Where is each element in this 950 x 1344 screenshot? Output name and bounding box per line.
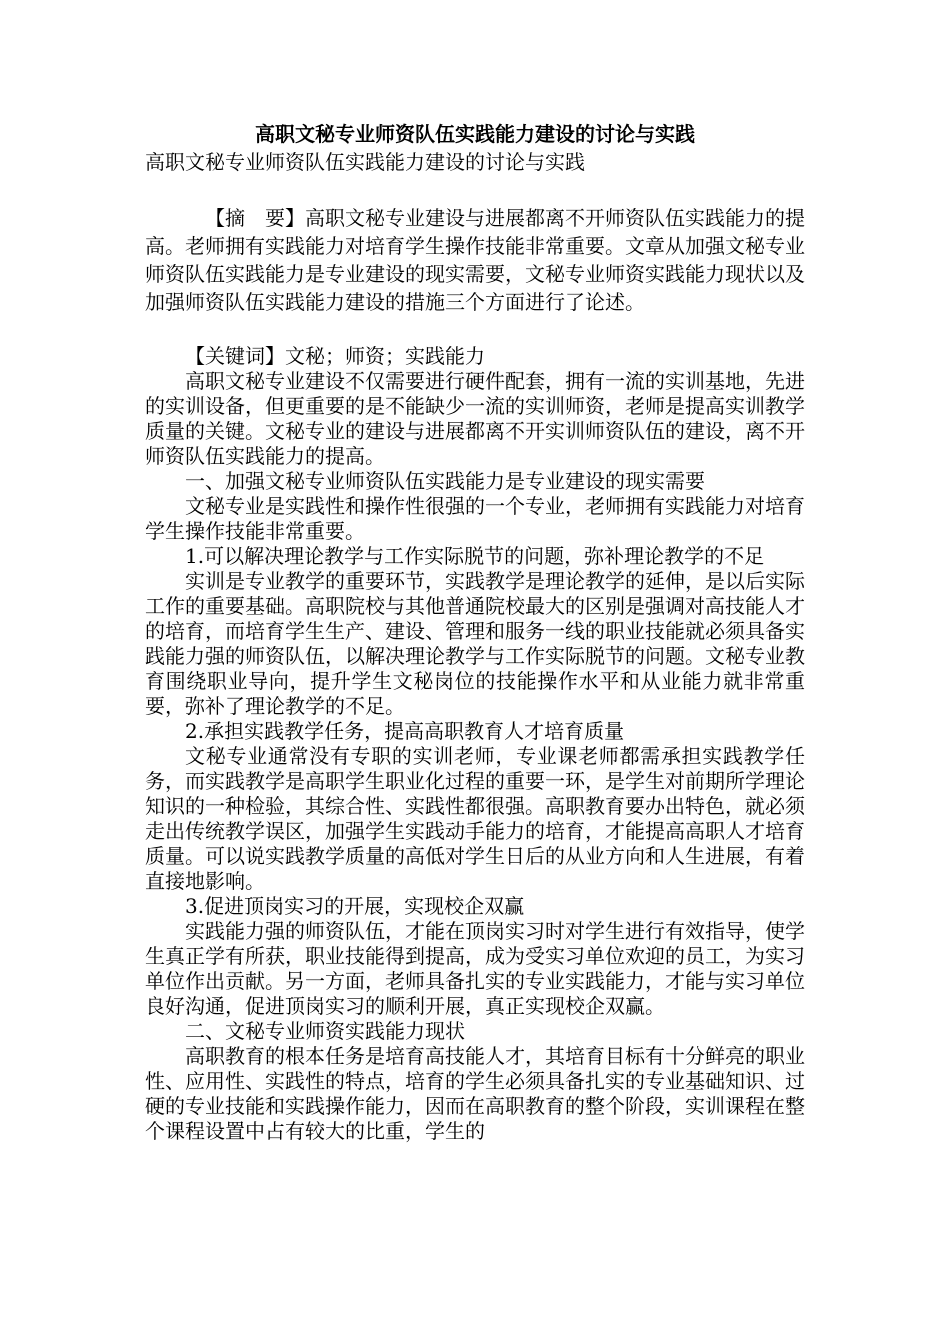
body-paragraph: 高职教育的根本任务是培育高技能人才，其培育目标有十分鲜亮的职业性、应用性、实践性的特点，培育的学生必须具备扎实的专业基础知识、过硬的专业技能和实践操作能力，因而在高职教育的整个阶段，实训课程在整个课程设置中占有较大的比重，学生的 — [145, 1044, 805, 1143]
subsection-heading: 2.承担实践教学任务，提高高职教育人才培育质量 — [185, 719, 625, 743]
document-page — [145, 120, 805, 1144]
section-heading: 一、加强文秘专业师资队伍实践能力是专业建设的现实需要 — [185, 469, 705, 493]
section-heading: 二、文秘专业师资实践能力现状 — [185, 1019, 465, 1043]
document-title: 高职文秘专业师资队伍实践能力建设的讨论与实践 — [255, 122, 695, 146]
abstract-paragraph: 【摘 要】高职文秘专业建设与进展都离不开师资队伍实践能力的提高。老师拥有实践能力对培育学生操作技能非常重要。文章从加强文秘专业师资队伍实践能力是专业建设的现实需要，文秘专业师资实践能力现状以及加强师资队伍实践能力建设的措施三个方面进行了论述。 — [145, 206, 805, 314]
document-subtitle: 高职文秘专业师资队伍实践能力建设的讨论与实践 — [145, 150, 585, 174]
body-paragraph: 实训是专业教学的重要环节，实践教学是理论教学的延伸，是以后实际工作的重要基础。高职院校与其他普通院校最大的区别是强调对高技能人才的培育，而培育学生生产、建设、管理和服务一线的职业技能就必须具备实践能力强的师资队伍，以解决理论教学与工作实际脱节的问题。文秘专业教育围绕职业导向，提升学生文秘岗位的技能操作水平和从业能力就非常重要，弥补了理论教学的不足。 — [145, 569, 805, 718]
body-paragraph: 文秘专业是实践性和操作性很强的一个专业，老师拥有实践能力对培育学生操作技能非常重要。 — [145, 494, 805, 543]
body-paragraph: 文秘专业通常没有专职的实训老师，专业课老师都需承担实践教学任务，而实践教学是高职学生职业化过程的重要一环，是学生对前期所学理论知识的一种检验，其综合性、实践性都很强。高职教育要办出特色，就必须走出传统教学误区，加强学生实践动手能力的培育，才能提高高职人才培育质量。可以说实践教学质量的高低对学生日后的从业方向和人生进展，有着直接地影响。 — [145, 744, 805, 893]
subsection-heading: 3.促进顶岗实习的开展，实现校企双赢 — [185, 894, 525, 918]
body-paragraph: 高职文秘专业建设不仅需要进行硬件配套，拥有一流的实训基地，先进的实训设备，但更重要的是不能缺少一流的实训师资，老师是提高实训教学质量的关键。文秘专业的建设与进展都离不开实训师资队伍的建设，离不开师资队伍实践能力的提高。 — [145, 369, 805, 468]
body-paragraph: 实践能力强的师资队伍，才能在顶岗实习时对学生进行有效指导，使学生真正学有所获，职业技能得到提高，成为受实习单位欢迎的员工，为实习单位作出贡献。另一方面，老师具备扎实的专业实践能力，才能与实习单位良好沟通，促进顶岗实习的顺利开展，真正实现校企双赢。 — [145, 919, 805, 1018]
keywords-paragraph: 【关键词】文秘；师资；实践能力 — [185, 344, 485, 368]
subsection-heading: 1.可以解决理论教学与工作实际脱节的问题，弥补理论教学的不足 — [185, 544, 765, 568]
